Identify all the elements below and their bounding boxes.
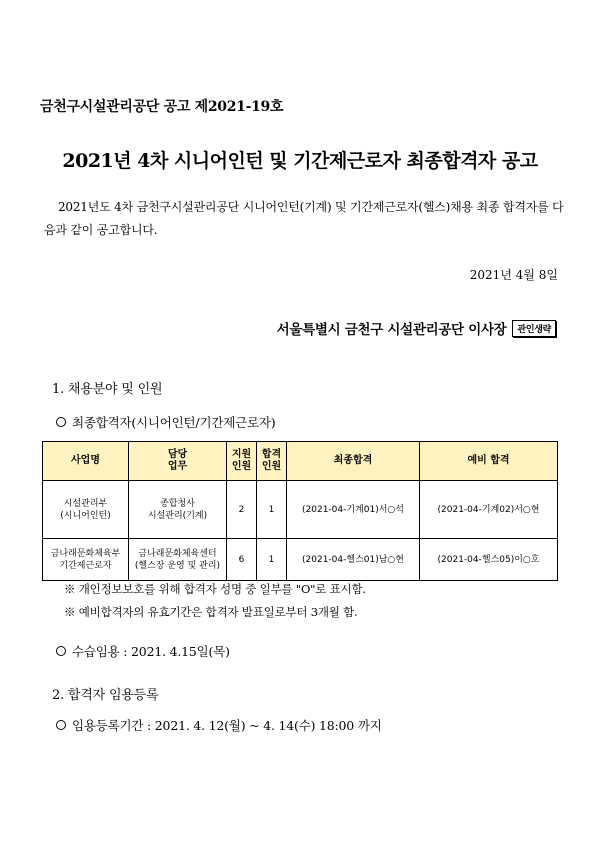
final-passers-subheading [56,413,275,431]
hollow-circle-bullet-icon [56,417,66,427]
cell-business: 시설관리부 (시니어인턴) [43,481,129,539]
header-reserve: 예비 합격 [420,442,558,481]
result-table [42,441,558,581]
issuer-line [277,318,556,338]
registration-period-text: 임용등록기간 : 2021. 4. 12(월) ~ 4. 14(수) 18:00 까지 [72,718,382,733]
header-duty: 담당 업무 [129,442,227,481]
training-start-text: 수습임용 : 2021. 4.15일(목) [72,644,230,659]
header-passed: 합격 인원 [257,442,287,481]
cell-reserve: (2021-04-헬스05)이○호 [420,539,558,581]
registration-period-line [56,716,382,734]
intro-paragraph: 2021년도 4차 금천구시설관리공단 시니어인턴(기계) 및 기간제근로자(헬스)채용 최종 합격자를 다음과 같이 공고합니다. [44,200,564,237]
note-privacy: ※ 개인정보보호를 위해 합격자 성명 중 일부를 "O"로 표시함. [64,582,366,596]
table-header-row [43,442,558,481]
cell-duty: 종합청사 시설관리(기계) [129,481,227,539]
cell-final: (2021-04-기계01)서○석 [287,481,420,539]
final-passers-subheading-text: 최종합격자(시니어인턴/기간제근로자) [72,415,276,430]
section-2-heading: 2. 합격자 임용등록 [52,688,159,703]
note-reserve-validity: ※ 예비합격자의 유효기간은 합격자 발표일로부터 3개월 함. [64,605,358,619]
page-title: 2021년 4차 시니어인턴 및 기간제근로자 최종합격자 공고 [62,150,538,172]
cell-final: (2021-04-헬스01)남○현 [287,539,420,581]
hollow-circle-bullet-icon [56,720,66,730]
cell-applicants: 6 [227,539,257,581]
header-final: 최종합격 [287,442,420,481]
issuer-name: 서울특별시 금천구 시설관리공단 이사장 [276,322,507,338]
official-seal-omitted: 관인생략 [512,320,556,337]
section-1-heading: 1. 채용분야 및 인원 [52,382,163,397]
cell-passed: 1 [257,539,287,581]
header-applicants: 지원 인원 [227,442,257,481]
header-business: 사업명 [43,442,129,481]
cell-applicants: 2 [227,481,257,539]
cell-business: 금나래문화체육부 기간제근로자 [43,539,129,581]
table-row [43,481,558,539]
announcement-date: 2021년 4월 8일 [469,268,558,282]
table-row [43,539,558,581]
hollow-circle-bullet-icon [56,646,66,656]
cell-reserve: (2021-04-기계02)서○현 [420,481,558,539]
notice-number: 금천구시설관리공단 공고 제2021-19호 [40,99,284,115]
training-start-line [56,642,230,660]
cell-duty: 금나래문화체육센터 (헬스장 운영 및 관리) [129,539,227,581]
cell-passed: 1 [257,481,287,539]
